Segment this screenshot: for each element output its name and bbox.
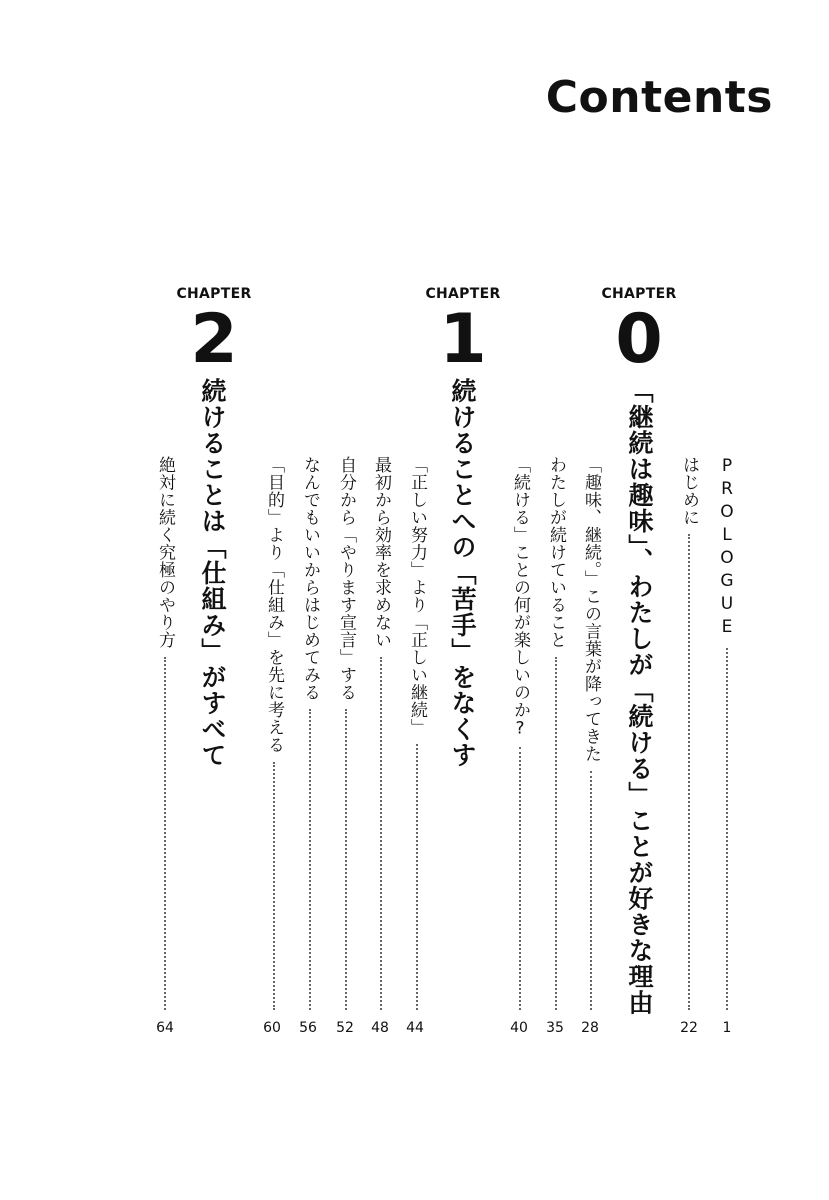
- toc-entry[interactable]: [580, 456, 602, 1012]
- toc-entry[interactable]: [370, 456, 392, 1012]
- leader-dots: [555, 657, 557, 1011]
- page-number: 60: [263, 1020, 281, 1036]
- prologue-label: PROLOGUE: [717, 456, 737, 640]
- leader-dots: [345, 709, 347, 1010]
- entry-text: 絶対に続く究極のやり方: [155, 456, 175, 649]
- chapter-number: 2: [190, 300, 238, 379]
- toc-entry[interactable]: [154, 456, 176, 1012]
- entry-text: 「正しい努力」より「正しい継続」: [407, 456, 427, 736]
- toc-entry[interactable]: [299, 456, 321, 1012]
- toc-entry[interactable]: [678, 456, 700, 1012]
- page-number: 48: [371, 1020, 389, 1036]
- entry-text: 自分から「やります宣言」する: [336, 456, 356, 701]
- contents-title: Contents: [545, 72, 773, 123]
- page-number: 64: [156, 1020, 174, 1036]
- chapter-label: CHAPTER: [601, 286, 677, 302]
- leader-dots: [726, 648, 728, 1010]
- chapter-label: CHAPTER: [425, 286, 501, 302]
- page-number: 1: [722, 1020, 732, 1036]
- chapter-label: CHAPTER: [176, 286, 252, 302]
- page-number: 22: [680, 1020, 698, 1036]
- chapter-title[interactable]: 続けることへの「苦手」をなくす: [448, 378, 477, 768]
- toc-entry[interactable]: [335, 456, 357, 1012]
- chapter-title[interactable]: 続けることは「仕組み」がすべて: [198, 378, 227, 768]
- leader-dots: [380, 657, 382, 1011]
- toc-entry[interactable]: [509, 456, 531, 1012]
- page-number: 56: [299, 1020, 317, 1036]
- entry-text: はじめに: [679, 456, 699, 526]
- leader-dots: [688, 534, 690, 1010]
- leader-dots: [164, 657, 166, 1011]
- leader-dots: [309, 709, 311, 1010]
- toc-entry[interactable]: [263, 456, 285, 1012]
- entry-text: わたしが続けていること: [546, 456, 566, 649]
- entry-text: 最初から効率を求めない: [371, 456, 391, 649]
- toc-entry[interactable]: [545, 456, 567, 1012]
- page-number: 35: [546, 1020, 564, 1036]
- leader-dots: [273, 762, 275, 1011]
- page-number: 40: [510, 1020, 528, 1036]
- page-number: 44: [406, 1020, 424, 1036]
- chapter-title[interactable]: 「継続は趣味」、わたしが「続ける」ことが好きな理由: [625, 378, 654, 1016]
- leader-dots: [416, 744, 418, 1010]
- leader-dots: [519, 747, 521, 1010]
- entry-text: なんでもいいからはじめてみる: [300, 456, 320, 701]
- page-number: 52: [336, 1020, 354, 1036]
- toc-entry[interactable]: [406, 456, 428, 1012]
- entry-text: 「続ける」ことの何が楽しいのか?: [510, 456, 530, 739]
- leader-dots: [590, 771, 592, 1011]
- prologue-entry[interactable]: [716, 456, 738, 1012]
- chapter-number: 1: [439, 300, 487, 379]
- entry-text: 「趣味、継続。」この言葉が降ってきた: [581, 456, 601, 763]
- page-number: 28: [581, 1020, 599, 1036]
- chapter-number: 0: [615, 300, 663, 379]
- entry-text: 「目的」より「仕組み」を先に考える: [264, 456, 284, 754]
